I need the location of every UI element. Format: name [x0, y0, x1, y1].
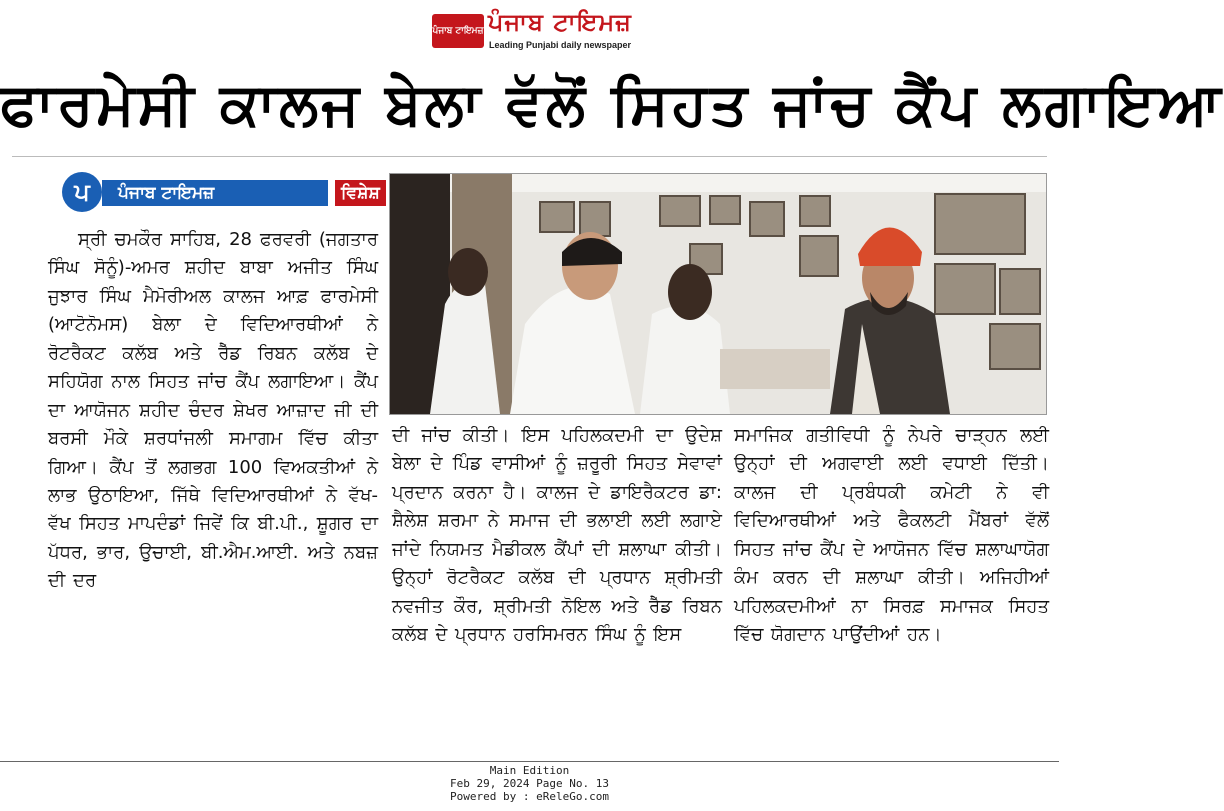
- newspaper-logo: [432, 14, 484, 48]
- article-column-1: ਸ੍ਰੀ ਚਮਕੌਰ ਸਾਹਿਬ, 28 ਫਰਵਰੀ (ਜਗਤਾਰ ਸਿੰਘ ਸੋਨੂੰ)-ਅਮਰ ਸ਼ਹੀਦ ਬਾਬਾ ਅਜੀਤ ਸਿੰਘ ਜੁਝਾਰ ਸਿੰਘ ਮੈਮੋਰੀਅਲ ਕਾਲਜ ਆਫ਼ ਫਾਰਮੇਸੀ (ਆਟੋਨੋਮਸ) ਬੇਲਾ ਦੇ ਵਿਦਿਆਰਥੀਆਂ ਨੇ ਰੋਟਰੈਕਟ ਕਲੱਬ ਅਤੇ ਰੈੱਡ ਰਿਬਨ ਕਲੱਬ ਦੇ ਸਹਿਯੋਗ ਨਾਲ ਸਿਹਤ ਜਾਂਚ ਕੈਂਪ ਲਗਾਇਆ। ਕੈਂਪ ਦਾ ਆਯੋਜਨ ਸ਼ਹੀਦ ਚੰਦਰ ਸ਼ੇਖਰ ਆਜ਼ਾਦ ਜੀ ਦੀ ਬਰਸੀ ਮੌਕੇ ਸ਼ਰਧਾਂਜਲੀ ਸਮਾਗਮ ਵਿੱਚ ਕੀਤਾ ਗਿਆ। ਕੈਂਪ ਤੋਂ ਲਗਭਗ 100 ਵਿਅਕਤੀਆਂ ਨੇ ਲਾਭ ਉਠਾਇਆ, ਜਿੱਥੇ ਵਿਦਿਆਰਥੀਆਂ ਨੇ ਵੱਖ-ਵੱਖ ਸਿਹਤ ਮਾਪਦੰਡਾਂ ਜਿਵੇਂ ਕਿ ਬੀ.ਪੀ., ਸ਼ੂਗਰ ਦਾ ਪੱਧਰ, ਭਾਰ, ਉਚਾਈ, ਬੀ.ਐਮ.ਆਈ. ਅਤੇ ਨਬਜ਼ ਦੀ ਦਰ: [48, 229, 378, 592]
- logo-text: ਪੰਜਾਬ ਟਾਇਮਜ਼: [432, 25, 484, 36]
- page-footer: [0, 764, 1059, 803]
- footer-edition: Main Edition: [489, 764, 570, 777]
- article-headline: ਫਾਰਮੇਸੀ ਕਾਲਜ ਬੇਲਾ ਵੱਲੋਂ ਸਿਹਤ ਜਾਂਚ ਕੈਂਪ ਲਗਾਇਆ: [0, 70, 1224, 138]
- newspaper-tagline: Leading Punjabi daily newspaper: [489, 40, 632, 50]
- footer-date-page: Feb 29, 2024 Page No. 13: [450, 777, 609, 790]
- badge-special-label: ਵਿਸ਼ੇਸ਼: [335, 180, 386, 206]
- footer-divider: [0, 761, 1059, 762]
- section-badge: [52, 172, 380, 212]
- health-camp-photo-illustration: [390, 174, 1046, 414]
- article-column-3: ਸਮਾਜਿਕ ਗਤੀਵਿਧੀ ਨੂੰ ਨੇਪਰੇ ਚਾੜ੍ਹਨ ਲਈ ਉਨ੍ਹਾਂ ਦੀ ਅਗਵਾਈ ਲਈ ਵਧਾਈ ਦਿੱਤੀ। ਕਾਲਜ ਦੀ ਪ੍ਰਬੰਧਕੀ ਕਮੇਟੀ ਨੇ ਵੀ ਵਿਦਿਆਰਥੀਆਂ ਅਤੇ ਫੈਕਲਟੀ ਮੈਂਬਰਾਂ ਵੱਲੋਂ ਸਿਹਤ ਜਾਂਚ ਕੈਂਪ ਦੇ ਆਯੋਜਨ ਵਿੱਚ ਸ਼ਲਾਘਾਯੋਗ ਕੰਮ ਕਰਨ ਦੀ ਸ਼ਲਾਘਾ ਕੀਤੀ। ਅਜਿਹੀਆਂ ਪਹਿਲਕਦਮੀਆਂ ਨਾ ਸਿਰਫ਼ ਸਮਾਜਕ ਸਿਹਤ ਵਿੱਚ ਯੋਗਦਾਨ ਪਾਉਂਦੀਆਂ ਹਨ।: [734, 425, 1049, 646]
- article-column-2: ਦੀ ਜਾਂਚ ਕੀਤੀ। ਇਸ ਪਹਿਲਕਦਮੀ ਦਾ ਉਦੇਸ਼ ਬੇਲਾ ਦੇ ਪਿੰਡ ਵਾਸੀਆਂ ਨੂੰ ਜ਼ਰੂਰੀ ਸਿਹਤ ਸੇਵਾਵਾਂ ਪ੍ਰਦਾਨ ਕਰਨਾ ਹੈ। ਕਾਲਜ ਦੇ ਡਾਇਰੈਕਟਰ ਡਾ: ਸ਼ੈਲੇਸ਼ ਸ਼ਰਮਾ ਨੇ ਸਮਾਜ ਦੀ ਭਲਾਈ ਲਈ ਲਗਾਏ ਜਾਂਦੇ ਨਿਯਮਤ ਮੈਡੀਕਲ ਕੈਂਪਾਂ ਦੀ ਸ਼ਲਾਘਾ ਕੀਤੀ। ਉਨ੍ਹਾਂ ਰੋਟਰੈਕਟ ਕਲੱਬ ਦੀ ਪ੍ਰਧਾਨ ਸ਼੍ਰੀਮਤੀ ਨਵਜੀਤ ਕੌਰ, ਸ਼੍ਰੀਮਤੀ ਨੋਇਲ ਅਤੇ ਰੈੱਡ ਰਿਬਨ ਕਲੱਬ ਦੇ ਪ੍ਰਧਾਨ ਹਰਸਿਮਰਨ ਸਿੰਘ ਨੂੰ ਇਸ: [392, 425, 722, 646]
- badge-paper-name: ਪੰਜਾਬ ਟਾਇਮਜ਼: [102, 180, 328, 206]
- newspaper-name: ਪੰਜਾਬ ਟਾਇਮਜ਼: [488, 8, 632, 36]
- brand-emblem-icon: ਪ: [62, 172, 102, 212]
- headline-divider: [12, 156, 1047, 157]
- article-photo: [389, 173, 1047, 415]
- footer-powered-by: Powered by : eReleGo.com: [450, 790, 609, 803]
- masthead: [0, 8, 1059, 54]
